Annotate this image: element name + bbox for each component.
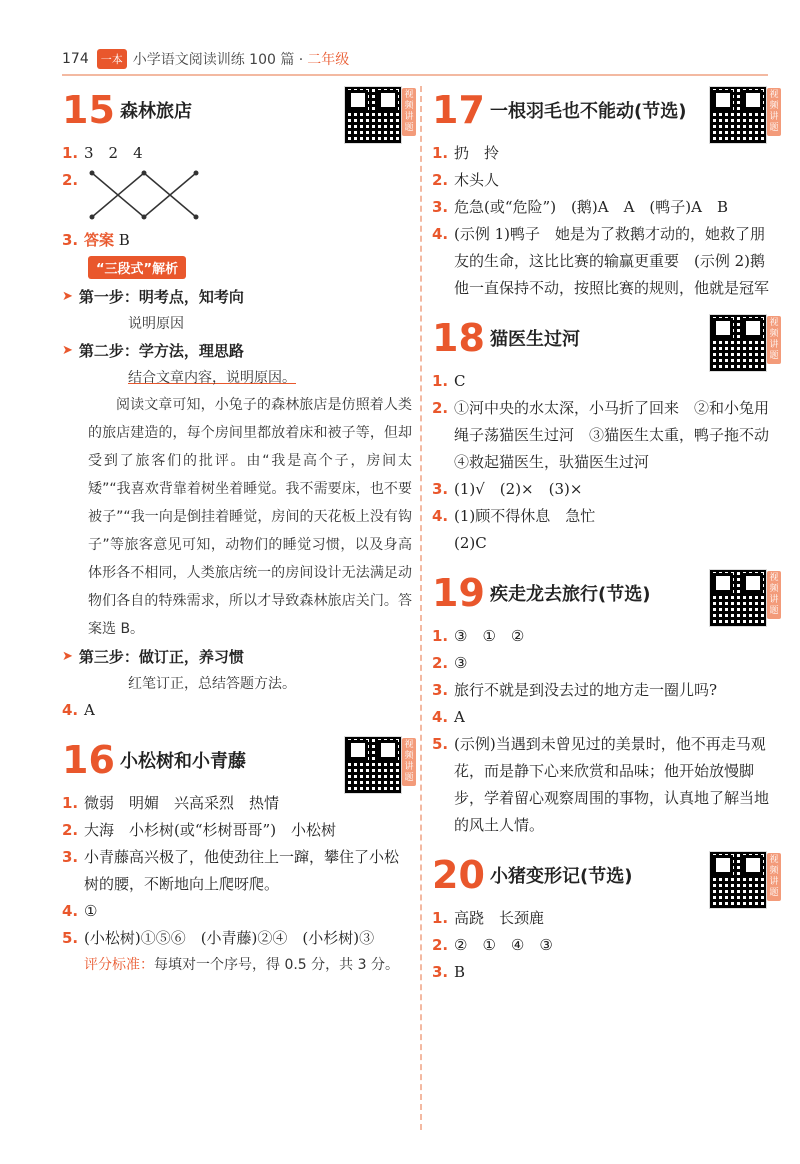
scoring-note: 评分标准：每填对一个序号，得 0.5 分，共 3 分。: [84, 957, 399, 973]
answer-item: 2. ② ① ④ ③: [432, 936, 553, 954]
header-divider: [62, 74, 768, 76]
answer-item: 3. 危急(或“危险”) (鹅)A A (鸭子)A B: [432, 198, 728, 216]
section-number: 16: [62, 738, 115, 782]
section-number: 18: [432, 316, 485, 360]
answer-item-continued: (2)C: [454, 534, 487, 552]
book-title: 小学语文阅读训练 100 篇 ·: [132, 52, 304, 68]
answer-item: 4. (1)顾不得休息 急忙: [432, 507, 596, 525]
section-number: 19: [432, 571, 485, 615]
answer-item: 4. ①: [62, 902, 98, 920]
section-name: 猫医生过河: [490, 329, 580, 350]
qr-code-icon[interactable]: [709, 851, 767, 909]
section-number: 20: [432, 853, 485, 897]
section-name: 一根羽毛也不能动(节选): [490, 101, 687, 122]
answer-item: 1. C: [432, 372, 466, 390]
section-16-title: [62, 730, 412, 790]
qr-code-icon[interactable]: [344, 86, 402, 144]
answer-item: 3. B: [432, 963, 466, 981]
answer-item: 2. 木头人: [432, 171, 500, 189]
answer-item: 4. A: [432, 708, 465, 726]
answer-item: 3. 旅行不就是到没去过的地方走一圈儿吗?: [432, 681, 718, 699]
video-tag: 视频讲题: [767, 853, 781, 901]
step-1: ➤ 第一步：明考点，知考向: [62, 283, 412, 311]
right-column: [432, 80, 785, 986]
section-name: 小松树和小青藤: [120, 751, 246, 772]
section-19-title: [432, 563, 777, 623]
qr-code-icon[interactable]: [344, 736, 402, 794]
section-20-title: [432, 845, 777, 905]
video-tag: 视频讲题: [402, 738, 416, 786]
answer-item: 1. 高跷 长颈鹿: [432, 909, 545, 927]
video-tag: 视频讲题: [767, 571, 781, 619]
step-2: ➤ 第二步：学方法，理思路: [62, 337, 412, 365]
answer-item: 4. A: [62, 701, 95, 719]
page-header: [62, 46, 349, 72]
matching-lines-diagram: [84, 167, 214, 227]
answer-item: 1. 微弱 明媚 兴高采烈 热情: [62, 794, 280, 812]
step-1-text: 说明原因: [128, 316, 184, 332]
video-tag: 视频讲题: [767, 316, 781, 364]
section-name: 小猪变形记(节选): [490, 866, 633, 887]
analysis-badge: “三段式”解析: [88, 256, 186, 279]
step-2-text: 结合文章内容，说明原因。: [128, 370, 296, 386]
qr-code-icon[interactable]: [709, 86, 767, 144]
section-number: 17: [432, 88, 485, 132]
answer-item: 1. 扔 拎: [432, 144, 500, 162]
page-number: 174: [62, 51, 89, 67]
section-name: 森林旅店: [120, 101, 192, 122]
answer-item: 2. 大海 小杉树(或“杉树哥哥”) 小松树: [62, 821, 337, 839]
answer-item: 2.: [62, 167, 412, 227]
arrow-icon: ➤: [62, 649, 73, 664]
answer-item: 3. (1)√ (2)× (3)×: [432, 480, 583, 498]
section-name: 疾走龙去旅行(节选): [490, 584, 651, 605]
answer-item: 2. ①河中央的水太深，小马折了回来 ②和小兔用绳子荡猫医生过河 ③猫医生太重，鸭子拖不动 ④救起猫医生，驮猫医生过河: [432, 399, 785, 471]
answer-item: 5. (小松树)①⑤⑥ (小青藤)②④ (小杉树)③: [62, 929, 375, 947]
section-17-title: [432, 80, 777, 140]
video-tag: 视频讲题: [402, 88, 416, 136]
section-18-title: [432, 308, 777, 368]
step-3-text: 红笔订正，总结答题方法。: [128, 676, 296, 692]
brand-logo: 一本: [97, 49, 127, 69]
answer-item: 3. 答案 B: [62, 231, 130, 249]
video-tag: 视频讲题: [767, 88, 781, 136]
answer-item: 5. (示例)当遇到未曾见过的美景时，他不再走马观花，而是静下心来欣赏和品味；他开始放慢脚步，学着留心观察周围的事物，认真地了解当地的风土人情。: [432, 735, 770, 834]
section-15-title: [62, 80, 412, 140]
qr-code-icon[interactable]: [709, 314, 767, 372]
analysis-paragraph: 阅读文章可知，小兔子的森林旅店是仿照着人类的旅店建造的，每个房间里都放着床和被子等，但却受到了旅客们的批评。由“我是高个子，房间太矮”“我喜欢背靠着树坐着睡觉。我不需要床，也不要被子”“我一向是倒挂着睡觉，房间的天花板上没有钩子”等旅客意见可知，动物们的睡觉习惯，以及身高体形各不相同，人类旅店统一的房间设计无法满足动物们各自的特殊需求，所以才导致森林旅店关门。答案选 B。: [88, 397, 412, 637]
left-column: [62, 80, 412, 978]
grade-label: 二年级: [307, 52, 350, 68]
column-divider: [420, 86, 422, 1130]
step-3: ➤ 第三步：做订正，养习惯: [62, 643, 412, 671]
answer-item: 2. ③: [432, 654, 468, 672]
answer-item: 1. 3 2 4: [62, 144, 143, 162]
arrow-icon: ➤: [62, 343, 73, 358]
qr-code-icon[interactable]: [709, 569, 767, 627]
answer-item: 1. ③ ① ②: [432, 627, 525, 645]
arrow-icon: ➤: [62, 289, 73, 304]
section-number: 15: [62, 88, 115, 132]
answer-item: 3. 小青藤高兴极了，他使劲往上一蹿，攀住了小松树的腰，不断地向上爬呀爬。: [62, 848, 400, 893]
answer-item: 4. (示例 1)鸭子 她是为了救鹅才动的，她救了朋友的生命，这比比赛的输赢更重要 (示例 2)鹅 他一直保持不动，按照比赛的规则，他就是冠军: [432, 225, 781, 297]
